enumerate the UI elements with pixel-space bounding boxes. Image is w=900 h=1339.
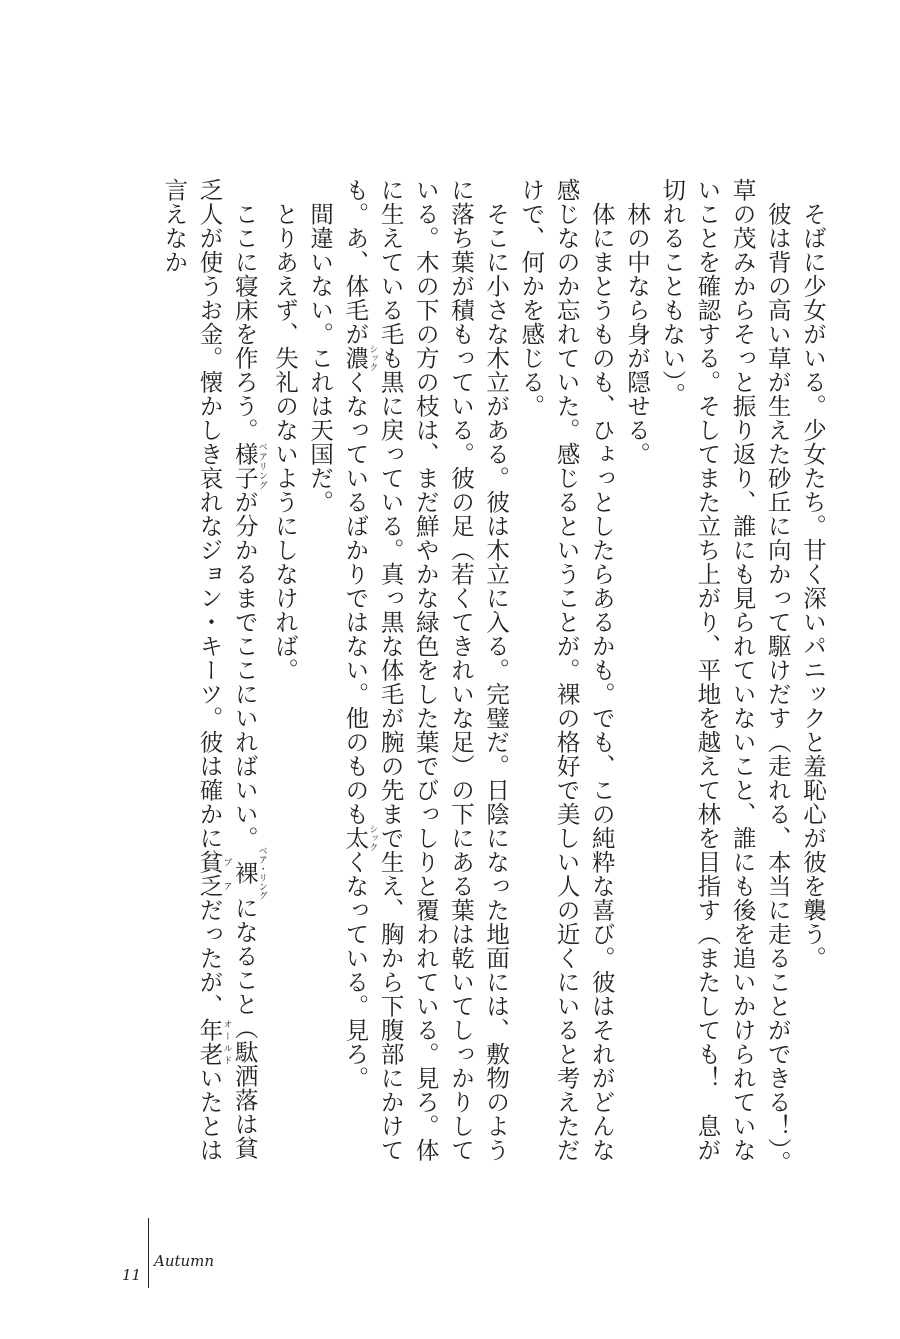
paragraph-text: になること（駄洒落は貧乏人が使うお金。懐かしき哀れなジョン・キーツ。彼は確かに	[195, 178, 259, 1160]
ruby-old: 年老オールド	[195, 1018, 232, 1066]
ruby-thick: 濃シック	[341, 344, 378, 372]
paragraph-text: くなっている。見ろ。	[341, 850, 370, 1090]
paragraph-text: だったが、	[195, 898, 224, 1018]
paragraph: 彼は背の高い草が生えた砂丘に向かって駆けだす（走れる、本当に走ることができる！）。草の茂みからそっと振り返り、誰にも見られていないこと、誰にも後を追いかけられていないことを確認する。そしてまた立ち上がり、平地を越えて林を目指す（またしても！ 息が切れることもない）。	[658, 178, 792, 1174]
paragraph-text: が分かるまでここにいればいい。	[230, 489, 259, 850]
page-number: 11	[122, 1266, 142, 1284]
paragraph-text: くなっているばかりではない。他のものも	[341, 370, 370, 826]
paragraph-with-ruby	[337, 178, 513, 1178]
paragraph: そばに少女がいる。少女たち。甘く深いパニックと羞恥心が彼を襲う。	[799, 201, 827, 970]
ruby-poor: 貧乏プア	[195, 850, 232, 898]
paragraph-with-ruby	[156, 178, 267, 1178]
paragraph-text: そこに小さな木立がある。彼は木立に入る。完璧だ。日陰になった地面には、敷物のように落ち葉が積もっている。彼の足（若くてきれいな足）の下にある葉は乾いてしっかりしている。木の下の方の枝は、まだ鮮やかな緑色をした葉でびっしりと覆われている。見ろ。体に生えている毛も黒に戻っている。真っ黒な体毛が腕の先まで生え、胸から下腹部にかけても。あ、体毛が	[341, 178, 511, 1162]
paragraph-text: ここに寝床を作ろう。	[230, 201, 259, 442]
vertical-text-body	[130, 178, 830, 1178]
ruby-bare-ring: 裸ベア・リング	[230, 845, 267, 900]
ruby-bearing: 様子ベアリング	[230, 441, 267, 490]
paragraph-text: いたとは言えなか	[160, 178, 224, 1162]
running-head: Autumn	[154, 1252, 215, 1270]
ruby-thick: 太シック	[341, 824, 378, 852]
footer-divider	[148, 1218, 149, 1288]
paragraph: とりあえず、失礼のないようにしなければ。	[270, 201, 299, 682]
paragraph: 間違いない。これは天国だ。	[306, 201, 335, 514]
paragraph: 体にまとうものも、ひょっとしたらあるかも。でも、この純粋な喜び。彼はそれがどんな感じなのか忘れていた。感じるということが。裸の格好で美しい人の近くにいると考えただけで、何かを感じる。	[517, 178, 616, 1162]
paragraph: 林の中なら身が隠せる。	[622, 201, 651, 466]
